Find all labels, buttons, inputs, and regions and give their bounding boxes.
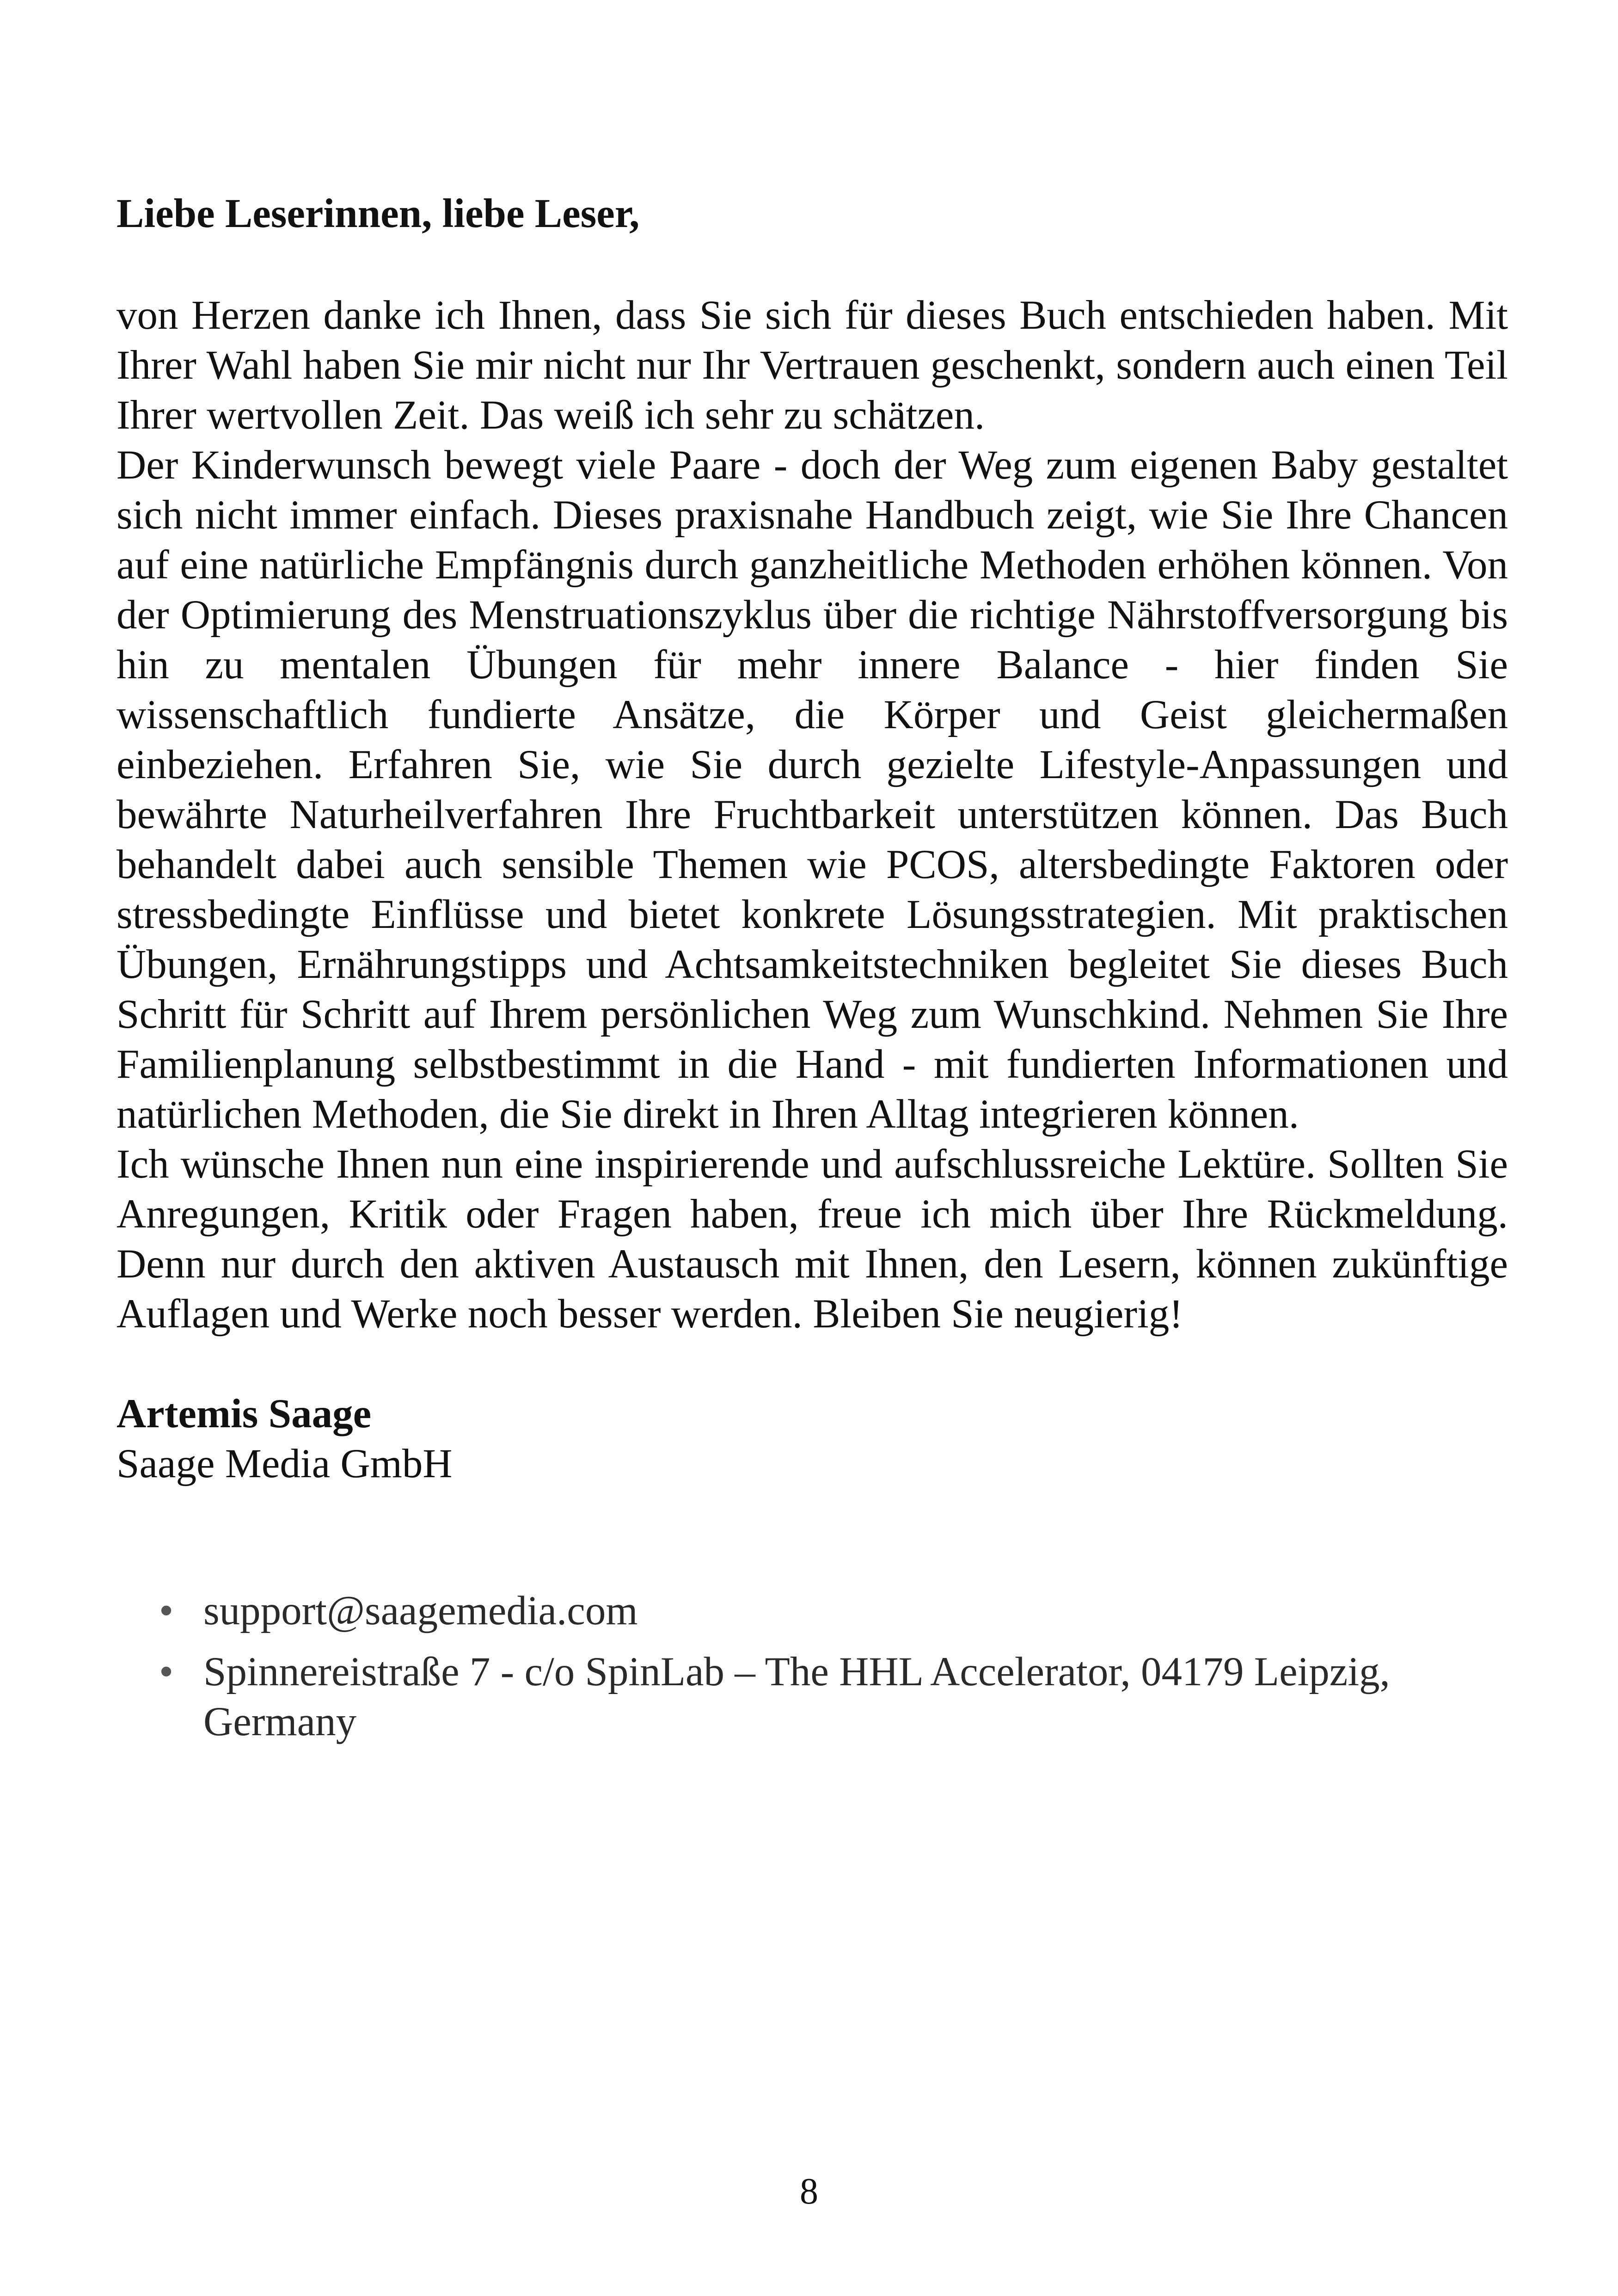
intro-paragraph: von Herzen danke ich Ihnen, dass Sie sich für dieses Buch entschieden haben. Mit Ihrer Wahl haben Sie mir nicht nur Ihr Vertrauen geschenkt, sondern auch einen Teil Ihrer wertvollen Zeit. Das weiß ich sehr zu schätzen. [116,293,1508,438]
contact-email-item [116,1586,1508,1636]
salutation-heading: Liebe Leserinnen, liebe Leser, [116,191,640,236]
author-name: Artemis Saage [116,1391,372,1437]
contact-address-item [116,1647,1508,1747]
signature-block [116,1389,1508,1489]
contact-list [116,1586,1508,1747]
page-number: 8 [800,2171,818,2212]
book-description-paragraph: Der Kinderwunsch bewegt viele Paare - doch der Weg zum eigenen Baby gestaltet sich nicht immer einfach. Dieses praxisnahe Handbuch zeigt, wie Sie Ihre Chancen auf eine natürliche Empfängnis durch ganzheitliche Methoden erhöhen können. Von der Optimierung des Menstruationszyklus über die richtige Nährstoffversorgung bis hin zu mentalen Übungen für mehr innere Balance - hier finden Sie wissenschaftlich fundierte Ansätze, die Körper und Geist gleichermaßen einbeziehen. Erfahren Sie, wie Sie durch gezielte Lifestyle-Anpassungen und bewährte Naturheilverfahren Ihre Fruchtbarkeit unterstützen können. Das Buch behandelt dabei auch sensible Themen wie PCOS, altersbedingte Faktoren oder stressbedingte Einflüsse und bietet konkrete Lösungsstrategien. Mit praktischen Übungen, Ernährungstipps und Achtsamkeitstechniken begleitet Sie dieses Buch Schritt für Schritt auf Ihrem persönlichen Weg zum Wunschkind. Nehmen Sie Ihre Familienplanung selbstbestimmt in die Hand - mit fundierten Informationen und natürlichen Methoden, die Sie direkt in Ihren Alltag integrieren können. [116,442,1508,1137]
bullet-icon: • [159,1588,174,1633]
contact-address: Spinnereistraße 7 - c/o SpinLab – The HHL Accelerator, 04179 Leipzig, Germany [203,1649,1390,1744]
bullet-icon: • [159,1649,174,1694]
closing-paragraph: Ich wünsche Ihnen nun eine inspirierende und aufschlussreiche Lektüre. Sollten Sie Anregungen, Kritik oder Fragen haben, freue ich mich über Ihre Rückmeldung. Denn nur durch den aktiven Austausch mit Ihnen, den Lesern, können zukünftige Auflagen und Werke noch besser werden. Bleiben Sie neugierig! [116,1142,1508,1337]
company-name: Saage Media GmbH [116,1441,453,1486]
letter-content [116,189,1508,1758]
contact-email-link[interactable]: support@saagemedia.com [203,1588,638,1633]
